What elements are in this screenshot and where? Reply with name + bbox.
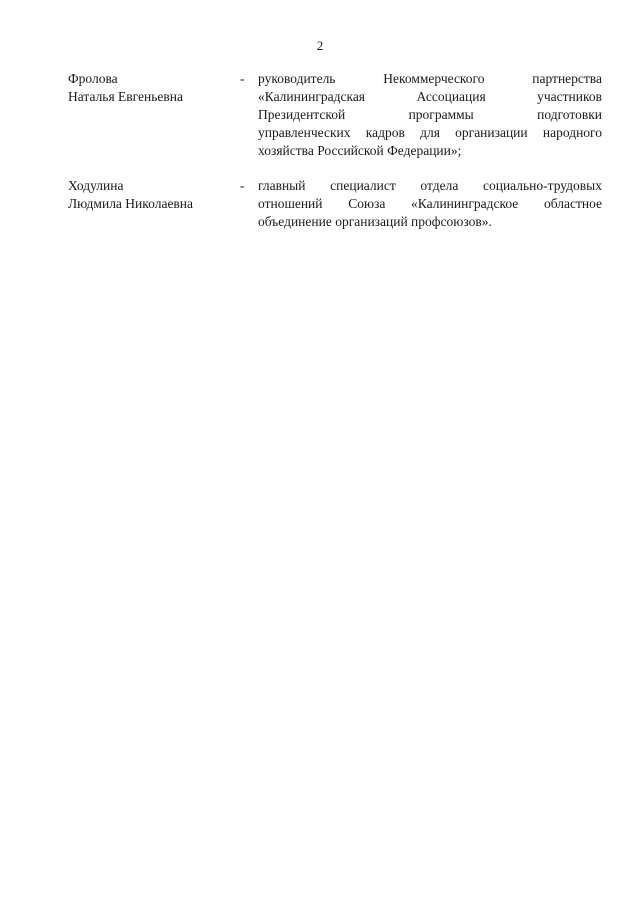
person-surname: Фролова	[68, 71, 118, 86]
dash-separator: -	[240, 178, 245, 193]
description-line: Президентской программы подготовки	[258, 107, 602, 122]
page-number: 2	[316, 38, 324, 53]
person-name	[68, 70, 238, 106]
person-surname: Ходулина	[68, 178, 124, 193]
dash-separator: -	[240, 71, 245, 86]
person-given-names: Людмила Николаевна	[68, 196, 194, 211]
description-line: руководитель Некоммерческого партнерства	[258, 71, 602, 86]
person-given-names: Наталья Евгеньевна	[68, 89, 183, 104]
description-line: хозяйства Российской Федерации»;	[258, 143, 462, 158]
description-line: объединение организаций профсоюзов».	[258, 214, 492, 229]
description-line: управленческих кадров для организации народного	[258, 125, 602, 140]
person-name	[68, 177, 238, 213]
description-line: «Калининградская Ассоциация участников	[258, 89, 602, 104]
person-description	[258, 177, 602, 231]
person-description	[258, 70, 602, 160]
description-line: отношений Союза «Калининградское областное	[258, 196, 602, 211]
description-line: главный специалист отдела социально-трудовых	[258, 178, 602, 193]
